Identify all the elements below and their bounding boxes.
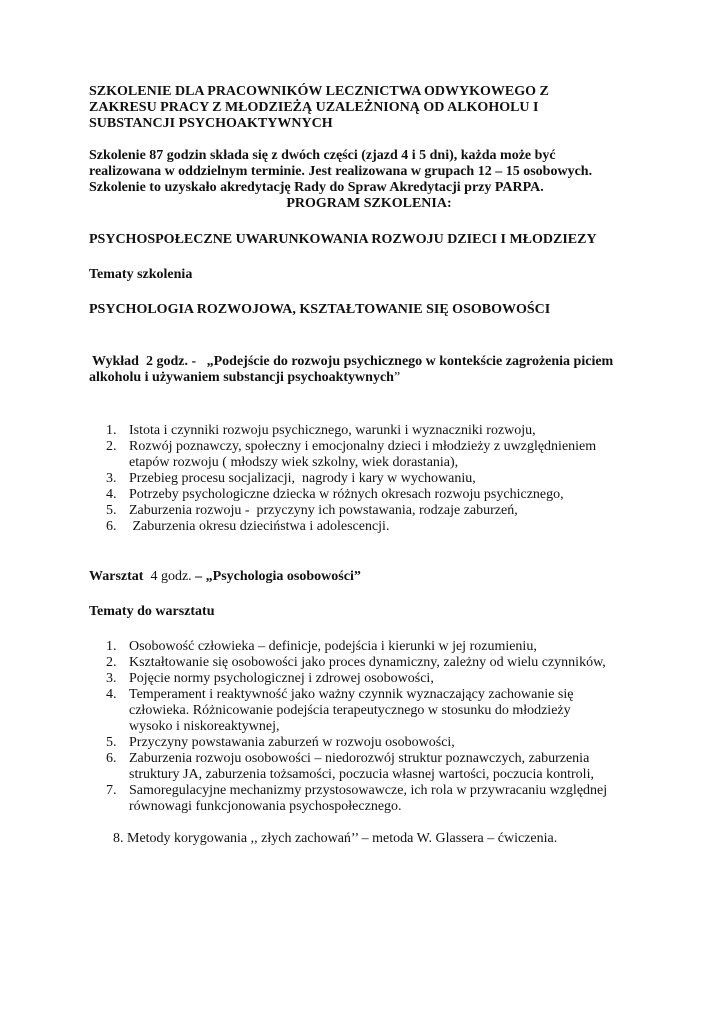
workshop-topics-label: Tematy do warsztatu	[89, 604, 215, 619]
list-item-text: struktury JA, zaburzenia tożsamości, poczucia własnej wartości, poczucia kontroli,	[129, 767, 594, 782]
title-line: SUBSTANCJI PSYCHOAKTYWNYCH	[89, 116, 333, 131]
list-item-text: równowagi funkcjonowania psychospołecznego.	[129, 799, 402, 814]
list-item	[89, 751, 649, 783]
list-item	[89, 639, 649, 655]
list-item-number: 1.	[106, 639, 117, 654]
list-item-text: Przyczyny powstawania zaburzeń w rozwoju osobowości,	[129, 735, 455, 750]
list-item-number: 2.	[106, 655, 117, 670]
intro-line: Szkolenie to uzyskało akredytację Rady do Spraw Akredytacji przy PARPA.	[89, 180, 544, 195]
topics-label: Tematy szkolenia	[89, 267, 193, 282]
list-item-text: wysoko i niskoreaktywnej,	[129, 719, 280, 734]
document-page	[89, 84, 649, 861]
list-item-number: 4.	[106, 687, 117, 702]
subject-heading: PSYCHOLOGIA ROZWOJOWA, KSZTAŁTOWANIE SIĘ OSOBOWOŚCI	[89, 302, 551, 317]
title-line: SZKOLENIE DLA PRACOWNIKÓW LECZNICTWA ODWYKOWEGO Z	[89, 84, 549, 99]
list-item-number: 4.	[106, 487, 117, 502]
list-item	[89, 735, 649, 751]
lecture-title-line1: „Podejście do rozwoju psychicznego w kontekście zagrożenia piciem	[206, 354, 614, 369]
list-item-number: 5.	[106, 503, 117, 518]
list-item-text: Istota i czynniki rozwoju psychicznego, warunki i wyznaczniki rozwoju,	[129, 423, 536, 438]
list-item-number: 3.	[106, 471, 117, 486]
lecture-heading	[89, 354, 649, 386]
list-item	[89, 439, 649, 471]
intro-line: Szkolenie 87 godzin składa się z dwóch części (zjazd 4 i 5 dni), każda może być	[89, 148, 556, 163]
list-item-text: Samoregulacyjne mechanizmy przystosowawcze, ich rola w przywracaniu względnej	[129, 783, 608, 798]
intro-paragraph	[89, 148, 649, 196]
list-item	[89, 487, 649, 503]
list-item-number: 6.	[106, 519, 117, 534]
list-item-text: Pojęcie normy psychologicznej i zdrowej osobowości,	[129, 671, 434, 686]
list-item-text: Potrzeby psychologiczne dziecka w różnych okresach rozwoju psychicznego,	[129, 487, 564, 502]
workshop-topics-list	[89, 639, 649, 815]
list-item	[89, 423, 649, 439]
lecture-lead: Wykład 2 godz. -	[92, 354, 207, 369]
workshop-heading	[89, 569, 649, 585]
workshop-last-item: 8. Metody korygowania ,, złych zachowań’’ – metoda W. Glassera – ćwiczenia.	[113, 831, 558, 846]
lecture-close-quote: ”	[393, 370, 401, 385]
list-item-number: 6.	[106, 751, 117, 766]
list-item-number: 1.	[106, 423, 117, 438]
list-item	[89, 671, 649, 687]
list-item-text: Kształtowanie się osobowości jako proces dynamiczny, zależny od wielu czynników,	[129, 655, 606, 670]
list-item	[89, 519, 649, 535]
document-title	[89, 84, 649, 132]
list-item-number: 3.	[106, 671, 117, 686]
list-item-text: Przebieg procesu socjalizacji, nagrody i kary w wychowaniu,	[129, 471, 476, 486]
list-item-text: Zaburzenia rozwoju osobowości – niedorozwój struktur poznawczych, zaburzenia	[129, 751, 590, 766]
list-item-text: etapów rozwoju ( młodszy wiek szkolny, wiek dorastania),	[129, 455, 459, 470]
list-item-number: 7.	[106, 783, 117, 798]
workshop-hours: 4 godz.	[143, 569, 196, 584]
list-item-text: Osobowość człowieka – definicje, podejścia i kierunki w jej rozumieniu,	[129, 639, 537, 654]
list-item	[89, 687, 649, 735]
list-item	[89, 503, 649, 519]
workshop-title: – „Psychologia osobowości”	[195, 569, 361, 584]
list-item-text: Zaburzenia okresu dzieciństwa i adolescencji.	[129, 519, 390, 534]
list-item-text: Temperament i reaktywność jako ważny czynnik wyznaczający zachowanie się	[129, 687, 574, 702]
lecture-title-line2: alkoholu i używaniem substancji psychoaktywnych	[89, 370, 394, 385]
list-item	[89, 471, 649, 487]
workshop-lead: Warsztat	[89, 569, 144, 584]
list-item-text: Rozwój poznawczy, społeczny i emocjonalny dzieci i młodzieży z uwzględnieniem	[129, 439, 597, 454]
list-item-number: 2.	[106, 439, 117, 454]
list-item	[89, 783, 649, 815]
section-title: PSYCHOSPOŁECZNE UWARUNKOWANIA ROZWOJU DZIECI I MŁODZIEZY	[89, 232, 597, 247]
title-line: ZAKRESU PRACY Z MŁODZIEŻĄ UZALEŻNIONĄ OD ALKOHOLU I	[89, 100, 539, 115]
program-heading: PROGRAM SZKOLENIA:	[286, 196, 452, 211]
list-item-text: Zaburzenia rozwoju - przyczyny ich powstawania, rodzaje zaburzeń,	[129, 503, 518, 518]
list-item-text: człowieka. Różnicowanie podejścia terapeutycznego w stosunku do młodzieży	[129, 703, 571, 718]
lecture-topics-list	[89, 423, 649, 535]
list-item-number: 5.	[106, 735, 117, 750]
list-item	[89, 655, 649, 671]
intro-line: realizowana w oddzielnym terminie. Jest realizowana w grupach 12 – 15 osobowych.	[89, 164, 593, 179]
